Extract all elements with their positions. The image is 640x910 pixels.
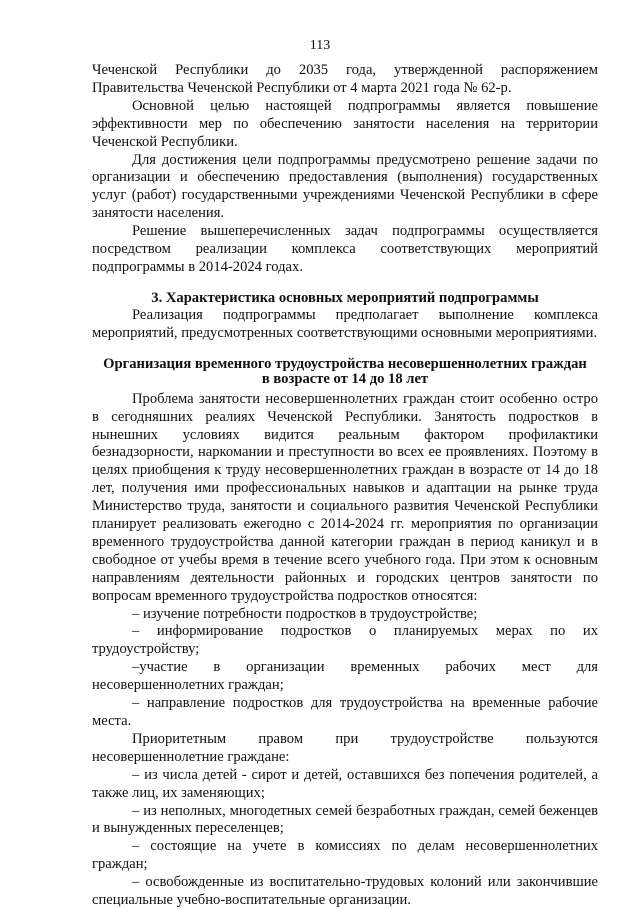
page-number: 113 (309, 38, 331, 53)
list-item: – освобожденные из воспитательно-трудовых колоний или закончившие специальные учебно-воспитательные организации. (92, 874, 598, 909)
paragraph-problem: Проблема занятости несовершеннолетних граждан стоит особенно остро в сегодняшних реалиях Чеченской Республики. Занятость подростков в нынешних условиях видится реальным фактором профилактики безнадзорности, наркомании и преступности во всех ее проявлениях. Поэтому в целях приобщения к труду несовершеннолетних граждан в возрасте от 14 до 18 лет, получения ими профессиональных навыков и адаптации на рынке труда Министерство труда, занятости и социального развития Чеченской Республики планирует реализовать ежегодно с 2014-2024 гг. мероприятия по организации временного трудоустройства данной категории граждан в период каникул и в свободное от учебы время в течение всего учебного года. При этом к основным направлениям деятельности районных и городских центров занятости по вопросам временного трудоустройства подростков относятся: (92, 390, 598, 604)
subsection-heading (92, 357, 598, 387)
list-item: – из числа детей - сирот и детей, оставшихся без попечения родителей, а также лиц, их заменяющих; (92, 766, 598, 801)
subsection-heading-line-1: Организация временного трудоустройства несовершеннолетних граждан (103, 355, 587, 372)
list-item: –участие в организации временных рабочих мест для несовершеннолетних граждан; (92, 659, 598, 694)
paragraph-solution: Решение вышеперечисленных задач подпрограммы осуществляется посредством реализации комплекса соответствующих мероприятий подпрограммы в 2014-2024 годах. (92, 223, 598, 275)
list-item: – информирование подростков о планируемых мерах по их трудоустройству; (92, 623, 598, 658)
paragraph-task: Для достижения цели подпрограммы предусмотрено решение задачи по организации и обеспечению предоставления (выполнения) государственных услуг (работ) государственными учреждениями Чеченской Республики в сфере занятости населения. (92, 151, 598, 222)
list-item: – изучение потребности подростков в трудоустройстве; (132, 605, 478, 622)
paragraph-goal: Основной целью настоящей подпрограммы является повышение эффективности мер по обеспечению занятости населения на территории Чеченской Республики. (92, 97, 598, 150)
paragraph-priority: Приоритетным правом при трудоустройстве пользуются несовершеннолетние граждане: (92, 730, 598, 765)
paragraph-continuation: Чеченской Республики до 2035 года, утвержденной распоряжением Правительства Чеченской Республики от 4 марта 2021 года № 62-р. (92, 62, 598, 96)
section-heading: 3. Характеристика основных мероприятий подпрограммы (151, 289, 539, 306)
document-body (92, 62, 598, 910)
subsection-heading-line-2: в возрасте от 14 до 18 лет (261, 370, 429, 387)
paragraph-section-intro: Реализация подпрограммы предполагает выполнение комплекса мероприятий, предусмотренных соответствующими основными мероприятиями. (92, 306, 598, 341)
list-item: – состоящие на учете в комиссиях по делам несовершеннолетних граждан; (92, 838, 598, 873)
list-item: – из неполных, многодетных семей безработных граждан, семей беженцев и вынужденных переселенцев; (92, 802, 598, 837)
list-item: – направление подростков для трудоустройства на временные рабочие места. (92, 695, 598, 729)
